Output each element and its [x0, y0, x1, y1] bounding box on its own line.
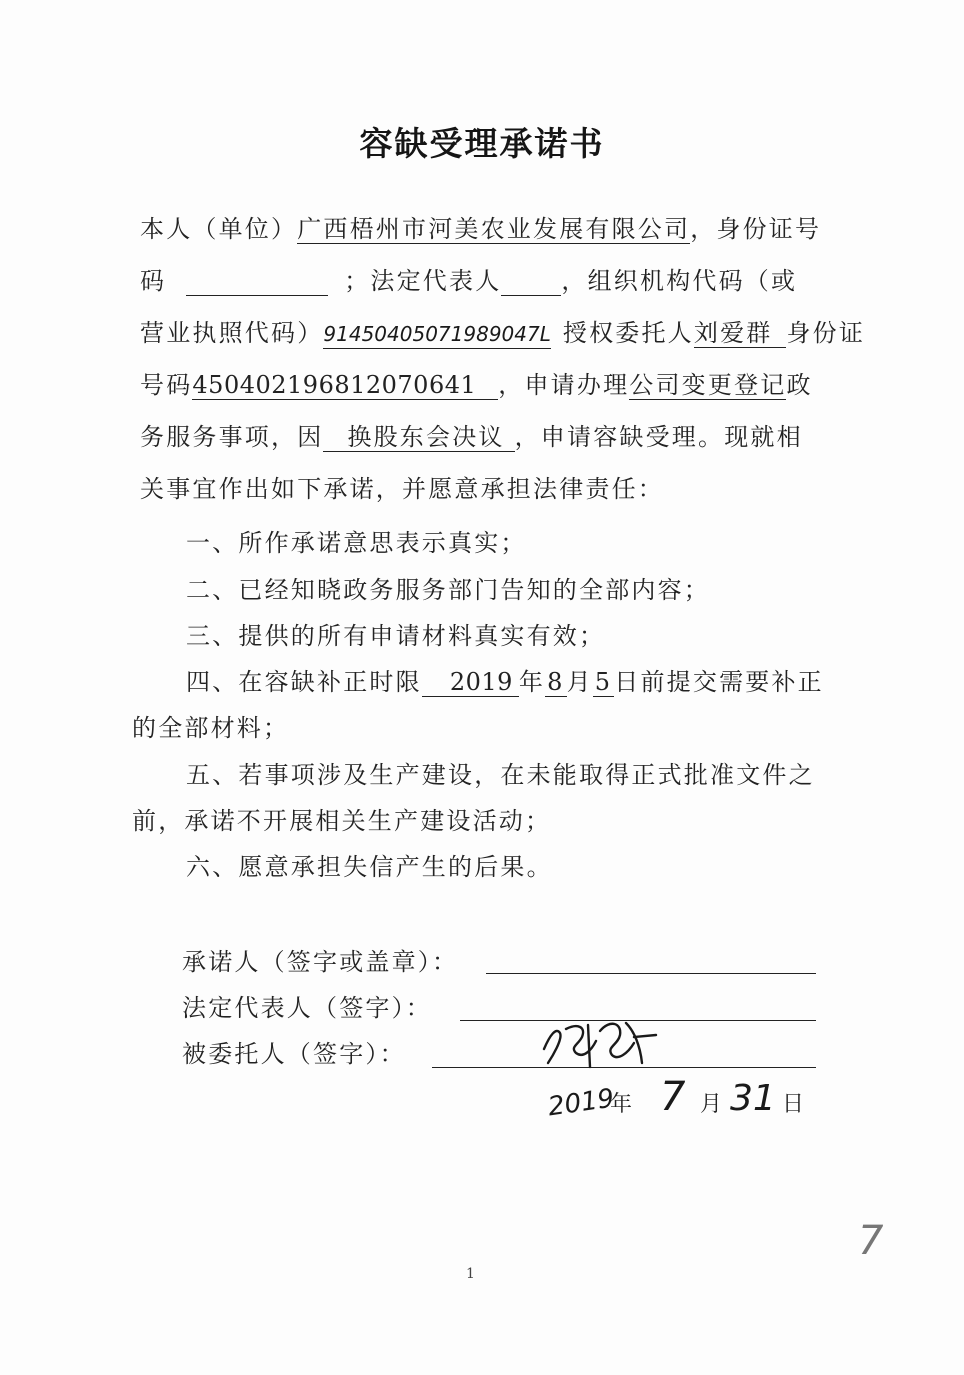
- corner-page-mark: 7: [858, 1218, 884, 1264]
- agent-label: 被委托人（签字）：: [182, 1040, 406, 1068]
- text-segment: 政: [786, 371, 813, 399]
- promise-item-4: [186, 667, 824, 697]
- promise-item-2: 二、已经知晓政务服务部门告知的全部内容；: [186, 576, 710, 604]
- text-segment: 年: [518, 668, 546, 696]
- text-segment: 务服务事项，因: [140, 423, 324, 451]
- service-matter: 公司变更登记: [629, 371, 787, 399]
- text-segment: ，身份证号: [690, 215, 822, 243]
- text-segment: ，申请办理: [498, 371, 630, 399]
- paragraph-line-5: [140, 422, 803, 452]
- legal-rep-blank: [501, 268, 561, 296]
- paragraph-line-4: [140, 370, 813, 400]
- text-segment: ；法定代表人: [344, 267, 502, 295]
- promise-item-1: 一、所作承诺意思表示真实；: [186, 529, 527, 557]
- text-segment: 营业执照代码）: [140, 319, 324, 347]
- text-segment: 授权委托人: [562, 319, 694, 347]
- company-name: 广西梧州市河美农业发展有限公司: [297, 215, 691, 243]
- deadline-day: 5: [594, 668, 613, 696]
- paragraph-line-1: [140, 214, 821, 244]
- promise-item-3: 三、提供的所有申请材料真实有效；: [186, 622, 606, 650]
- document-title: 容缺受理承诺书: [359, 124, 605, 163]
- text-segment: 四、在容缺补正时限: [186, 668, 422, 696]
- text-segment: 日前提交需要补正: [614, 668, 824, 696]
- page-number: 1: [466, 1266, 475, 1282]
- signing-date-yue: 月: [700, 1092, 725, 1117]
- signing-date-year: 2019: [546, 1083, 616, 1123]
- signing-date-nian: 年: [610, 1092, 635, 1117]
- promise-item-6: 六、愿意承担失信产生的后果。: [186, 853, 553, 881]
- text-segment: 本人（单位）: [140, 215, 298, 243]
- agent-id-number: 450402196812070641: [192, 372, 498, 400]
- deficiency-reason: 换股东会决议: [323, 424, 514, 452]
- promisor-label: 承诺人（签字或盖章）：: [182, 948, 459, 976]
- org-code-handwritten: 91450405071989047L: [323, 321, 550, 349]
- deadline-month: 8: [547, 668, 565, 696]
- promise-item-5: 五、若事项涉及生产建设，在未能取得正式批准文件之: [186, 761, 815, 789]
- promisor-signature-line: [486, 973, 816, 974]
- legal-rep-label: 法定代表人（签字）：: [182, 994, 432, 1022]
- signing-date-ri: 日: [782, 1092, 807, 1117]
- text-segment: 码: [140, 267, 167, 295]
- text-segment: 身份证: [786, 319, 866, 347]
- promise-item-4-cont: 的全部材料；: [132, 714, 290, 742]
- text-segment: ，组织机构代码（或: [561, 267, 798, 295]
- signing-date-day: 31: [730, 1078, 776, 1119]
- text-segment: 月: [566, 668, 593, 696]
- id-number-blank: [186, 268, 328, 296]
- agent-signature-image: [530, 1005, 670, 1075]
- paragraph-line-3: [140, 318, 865, 349]
- deadline-year: 2019: [422, 669, 519, 697]
- paragraph-line-6: 关事宜作出如下承诺，并愿意承担法律责任：: [140, 475, 664, 503]
- agent-name: 刘爱群: [694, 320, 787, 348]
- text-segment: 号码: [140, 371, 193, 399]
- signing-date-month: 7: [660, 1074, 686, 1120]
- text-segment: ，申请容缺受理。现就相: [514, 423, 803, 451]
- promise-item-5-cont: 前，承诺不开展相关生产建设活动；: [132, 807, 552, 835]
- paragraph-line-2: [140, 266, 797, 296]
